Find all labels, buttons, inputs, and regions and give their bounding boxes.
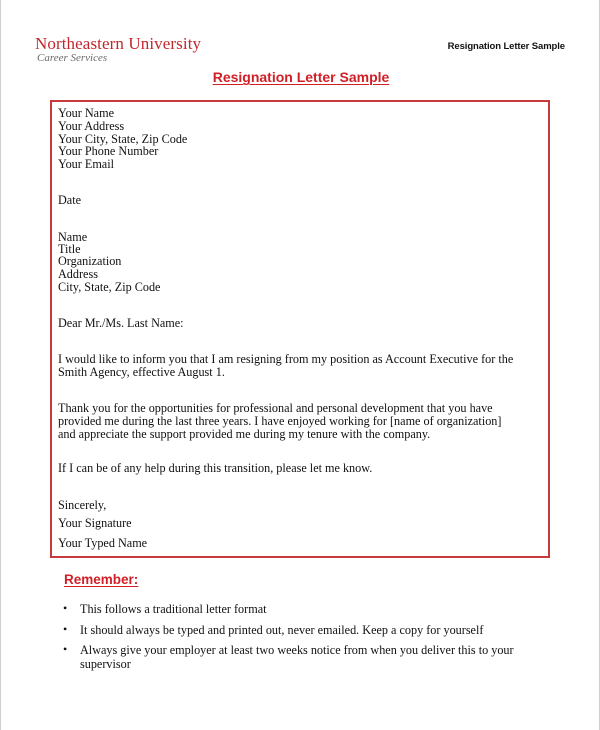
paragraph-2-line-2: provided me during the last three years. I have enjoyed working for [name of organization] xyxy=(58,414,502,428)
org-logo-name: Northeastern University xyxy=(35,34,202,53)
recipient-organization: Organization xyxy=(58,254,122,268)
document-title-text: Resignation Letter Sample xyxy=(212,69,390,85)
sender-phone: Your Phone Number xyxy=(58,144,159,158)
bullet-icon: • xyxy=(63,642,68,656)
remember-item-3-continued: supervisor xyxy=(80,657,131,671)
letter-closing: Sincerely, xyxy=(58,498,107,512)
letter-salutation: Dear Mr./Ms. Last Name: xyxy=(58,316,184,330)
header-document-label: Resignation Letter Sample xyxy=(447,41,565,52)
recipient-address: Address xyxy=(58,267,98,281)
sender-city-state-zip: Your City, State, Zip Code xyxy=(58,132,188,146)
sender-email: Your Email xyxy=(58,157,114,171)
paragraph-2-line-3: and appreciate the support provided me during my tenure with the company. xyxy=(58,427,431,441)
document-title xyxy=(1,69,600,85)
letter-signature: Your Signature xyxy=(58,516,132,530)
paragraph-1-line-1: I would like to inform you that I am resigning from my position as Account Executive for the xyxy=(58,352,514,366)
bullet-icon: • xyxy=(63,622,68,636)
remember-item-3: Always give your employer at least two weeks notice from when you deliver this to your xyxy=(80,643,514,657)
remember-heading: Remember: xyxy=(64,572,139,587)
sender-address: Your Address xyxy=(58,119,125,133)
remember-item-2: It should always be typed and printed out, never emailed. Keep a copy for yourself xyxy=(80,623,484,637)
bullet-icon: • xyxy=(63,601,68,615)
paragraph-2-line-1: Thank you for the opportunities for professional and personal development that you have xyxy=(58,401,493,415)
remember-item-1: This follows a traditional letter format xyxy=(80,602,267,616)
paragraph-3-line-1: If I can be of any help during this transition, please let me know. xyxy=(58,461,373,475)
org-logo-subtitle: Career Services xyxy=(37,52,108,64)
recipient-city-state-zip: City, State, Zip Code xyxy=(58,280,161,294)
sender-name: Your Name xyxy=(58,106,114,120)
letter-date: Date xyxy=(58,193,82,207)
recipient-title: Title xyxy=(58,242,81,256)
paragraph-1-line-2: Smith Agency, effective August 1. xyxy=(58,365,225,379)
letter-typed-name: Your Typed Name xyxy=(58,536,148,550)
recipient-name: Name xyxy=(58,230,88,244)
